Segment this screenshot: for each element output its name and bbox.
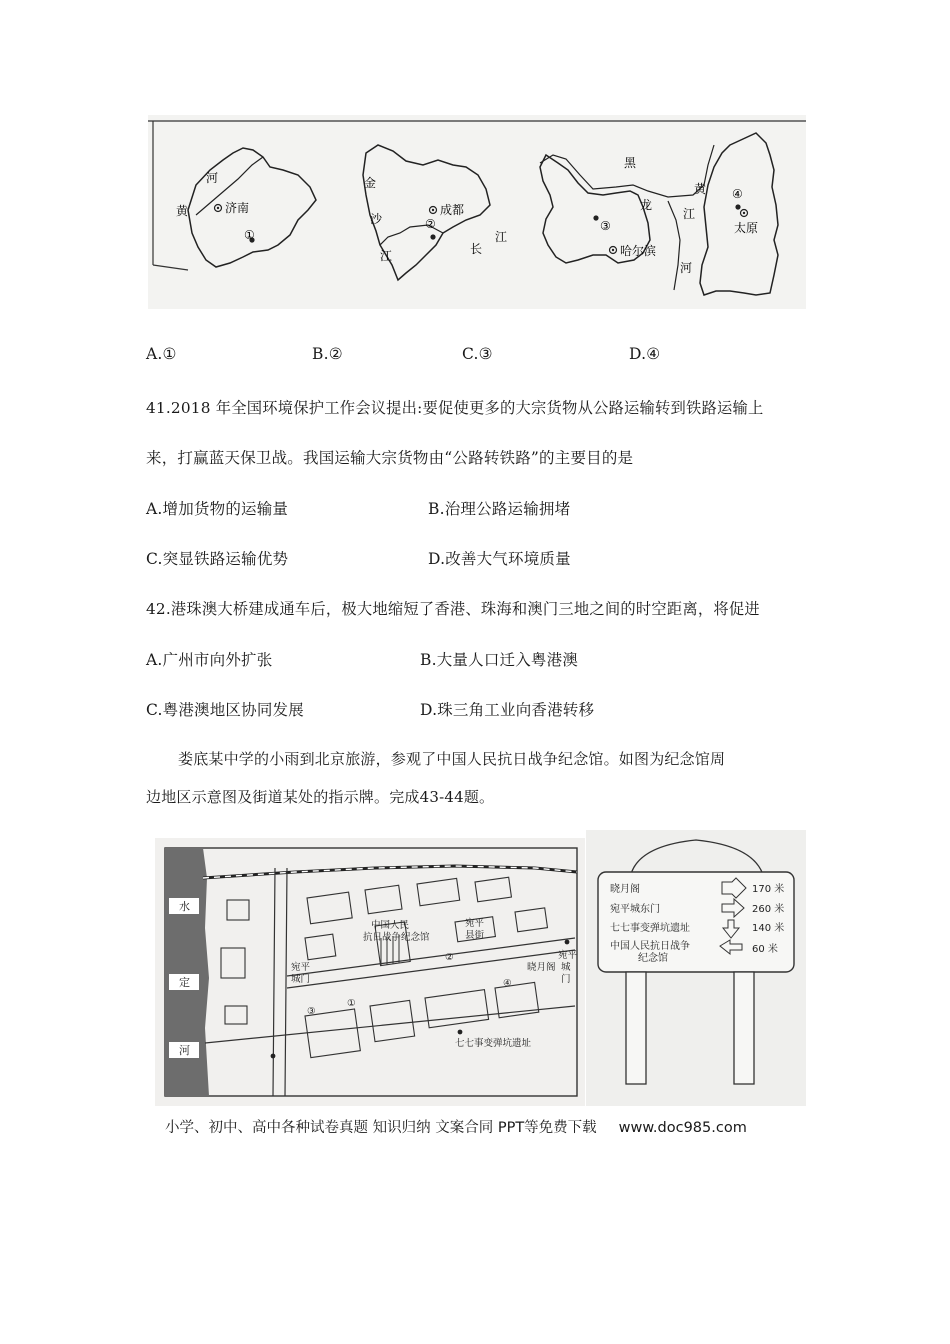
label-point-2: ② [425, 217, 436, 231]
building-blocks [221, 877, 547, 1057]
q41-option-d: D.改善大气环境质量 [428, 550, 571, 568]
intro-line2: 边地区示意图及街道某处的指示牌。完成43-44题。 [146, 788, 495, 806]
street-map-svg [155, 838, 585, 1106]
road-north-south [273, 868, 287, 1096]
sign-row1-distance: 170 米 [752, 884, 785, 895]
label-circle-2: ② [445, 952, 454, 963]
songhua-river [668, 201, 680, 290]
q42-option-a: A.广州市向外扩张 [146, 651, 273, 669]
province-map-figure [148, 115, 806, 309]
river-char-2: 定 [179, 976, 190, 989]
label-hei: 黑 [624, 156, 637, 170]
label-chang: 长 [470, 242, 483, 256]
shanxi-outline [700, 133, 778, 295]
label-museum-2: 抗日战争纪念馆 [363, 932, 430, 943]
label-east-gate-1: 宛平 [558, 950, 578, 961]
label-point-4: ④ [732, 187, 743, 201]
label-jinan: 济南 [225, 201, 250, 215]
label-museum-1: 中国人民 [371, 920, 410, 931]
label-west-gate-1: 宛平 [291, 962, 311, 973]
shandong-outline [188, 148, 316, 267]
label-he-2: 河 [680, 261, 693, 275]
label-jiang-c: 江 [683, 207, 696, 221]
intro-line1: 娄底某中学的小雨到北京旅游，参观了中国人民抗日战争纪念馆。如图为纪念馆周 [178, 750, 726, 768]
q40-option-b: B.② [312, 345, 343, 363]
label-jin: 金 [364, 176, 377, 190]
q40-option-c: C.③ [462, 345, 493, 363]
label-county-1: 宛平 [465, 918, 485, 929]
label-circle-1: ① [347, 998, 356, 1009]
sign-board-figure [586, 830, 806, 1106]
sign-row3-distance: 140 米 [752, 923, 785, 934]
label-long: 龙 [640, 198, 653, 212]
sign-row4-distance: 60 米 [752, 944, 778, 955]
label-circle-3: ③ [307, 1006, 316, 1017]
label-chengdu: 成都 [440, 203, 465, 217]
label-jiang-a: 江 [380, 249, 393, 263]
label-jiang-b: 江 [495, 230, 508, 244]
q41-option-c: C.突显铁路运输优势 [146, 550, 289, 568]
river-area [165, 848, 209, 1096]
label-harbin: 哈尔滨 [620, 244, 657, 258]
q41-stem-line2: 来，打赢蓝天保卫战。我国运输大宗货物由“公路转铁路”的主要目的是 [146, 449, 634, 467]
label-circle-4: ④ [503, 978, 512, 989]
q40-option-a: A.① [146, 345, 177, 363]
q42-option-d: D.珠三角工业向香港转移 [420, 701, 595, 719]
sign-row2-name: 宛平城东门 [610, 904, 660, 915]
sign-board-svg [586, 830, 806, 1106]
footer-url[interactable]: www.doc985.com [618, 1120, 747, 1136]
q41-option-a: A.增加货物的运输量 [146, 500, 289, 518]
q40-option-d: D.④ [629, 345, 661, 363]
label-west-gate-2: 城门 [291, 974, 311, 985]
province-map-svg [148, 115, 806, 309]
label-xiaoyue: 晓月阁 [527, 962, 556, 973]
sign-row2-distance: 260 米 [752, 904, 785, 915]
label-east-gate-2: 城 [561, 962, 571, 973]
label-huang-2: 黄 [694, 182, 707, 196]
q42-option-c: C.粤港澳地区协同发展 [146, 701, 304, 719]
label-point-1: ① [244, 228, 255, 242]
label-sha: 沙 [370, 212, 383, 226]
sign-row1-name: 晓月阁 [610, 884, 640, 895]
footer-text: 小学、初中、高中各种试卷真题 知识归纳 文案合同 PPT等免费下载 [165, 1120, 597, 1136]
label-east-gate-3: 门 [561, 974, 571, 985]
footer [165, 1116, 747, 1137]
sign-row4-name2: 纪念馆 [638, 953, 668, 964]
q41-stem-line1: 41.2018 年全国环境保护工作会议提出:要促使更多的大宗货物从公路运输转到铁路运输上 [146, 399, 764, 417]
q42-option-b: B.大量人口迁入粤港澳 [420, 651, 579, 669]
label-taiyuan: 太原 [734, 221, 759, 235]
river-char-3: 河 [179, 1044, 190, 1057]
sign-post-right [734, 972, 754, 1084]
label-county-2: 县街 [465, 930, 485, 941]
sign-post-left [626, 972, 646, 1084]
river-char-1: 水 [179, 900, 190, 913]
q41-option-b: B.治理公路运输拥堵 [428, 500, 571, 518]
label-huang-1: 黄 [176, 204, 189, 218]
sign-row4-name: 中国人民抗日战争 [610, 941, 690, 952]
q42-stem: 42.港珠澳大桥建成通车后，极大地缩短了香港、珠海和澳门三地之间的时空距离，将促进 [146, 600, 760, 618]
amur-river [540, 145, 714, 197]
street-map-figure [155, 838, 585, 1106]
label-point-3: ③ [600, 219, 611, 233]
label-he-1: 河 [206, 171, 219, 185]
sign-row3-name: 七七事变弹坑遗址 [610, 923, 690, 934]
label-pit-site: 七七事变弹坑遗址 [455, 1038, 532, 1049]
